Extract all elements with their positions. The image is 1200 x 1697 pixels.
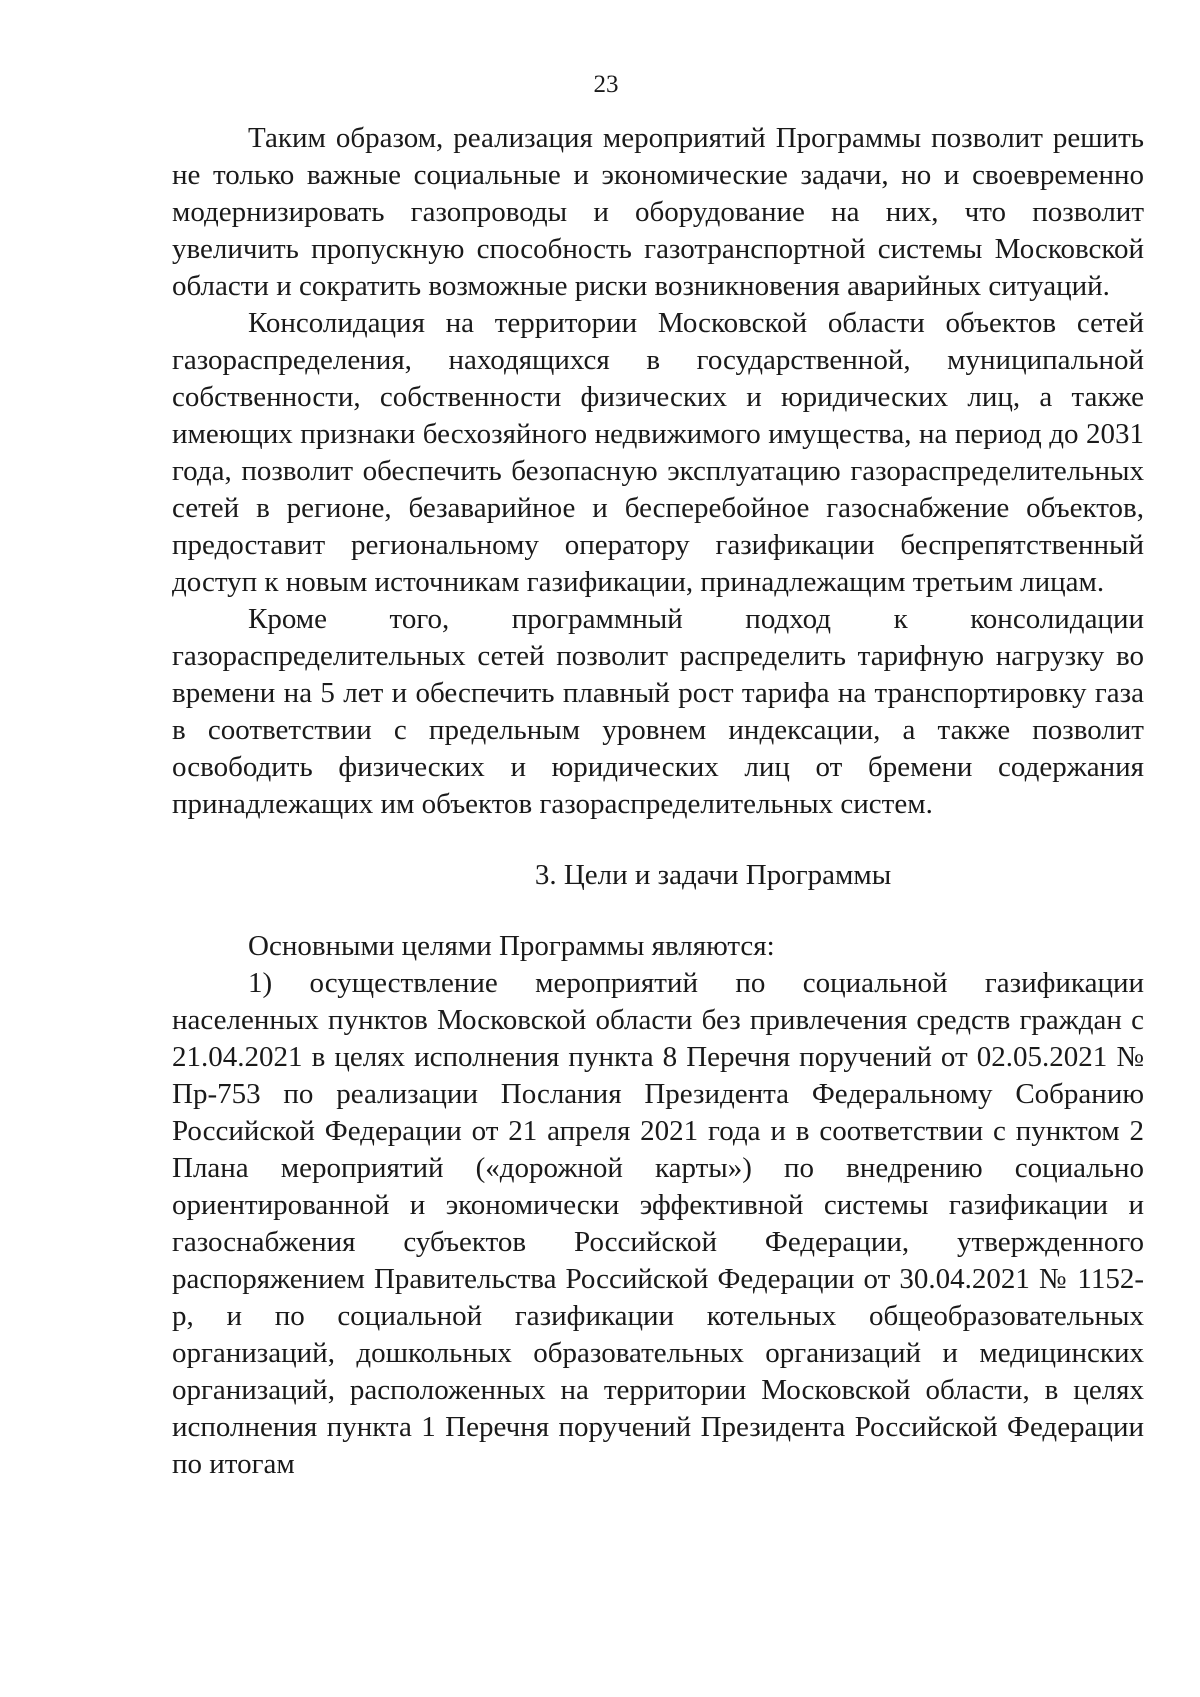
- paragraph: Таким образом, реализация мероприятий Программы позволит решить не только важные социальные и экономические задачи, но и своевременно модернизировать газопроводы и оборудование на них, что позволит увеличить пропускную способность газотранспортной системы Московской области и сократить возможные риски возникновения аварийных ситуаций.: [172, 122, 1144, 302]
- document-body: [172, 120, 1144, 1483]
- section-title: 3. Цели и задачи Программы: [534, 859, 892, 891]
- goals-intro: Основными целями Программы являются:: [248, 930, 775, 962]
- goal-item-1: 1) осуществление мероприятий по социальной газификации населенных пунктов Московской области без привлечения средств граждан с 21.04.2021 в целях исполнения пункта 8 Перечня поручений от 02.05.2021 № Пр-753 по реализации Послания Президента Федеральному Собранию Российской Федерации от 21 апреля 2021 года и в соответствии с пунктом 2 Плана мероприятий («дорожной карты») по внедрению социально ориентированной и экономически эффективной системы газификации и газоснабжения субъектов Российской Федерации, утвержденного распоряжением Правительства Российской Федерации от 30.04.2021 № 1152-р, и по социальной газификации котельных общеобразовательных организаций, дошкольных образовательных организаций и медицинских организаций, расположенных на территории Московской области, в целях исполнения пункта 1 Перечня поручений Президента Российской Федерации по итогам: [172, 967, 1144, 1480]
- paragraph: Кроме того, программный подход к консолидации газораспределительных сетей позволит распределить тарифную нагрузку во времени на 5 лет и обеспечить плавный рост тарифа на транспортировку газа в соответствии с предельным уровнем индексации, а также позволит освободить физических и юридических лиц от бремени содержания принадлежащих им объектов газораспределительных систем.: [172, 603, 1144, 820]
- paragraph: Консолидация на территории Московской области объектов сетей газораспределения, находящихся в государственной, муниципальной собственности, собственности физических и юридических лиц, а также имеющих признаки бесхозяйного недвижимого имущества, на период до 2031 года, позволит обеспечить безопасную эксплуатацию газораспределительных сетей в регионе, безаварийное и бесперебойное газоснабжение объектов, предоставит региональному оператору газификации беспрепятственный доступ к новым источникам газификации, принадлежащим третьим лицам.: [172, 307, 1144, 598]
- page-number: 23: [593, 71, 619, 98]
